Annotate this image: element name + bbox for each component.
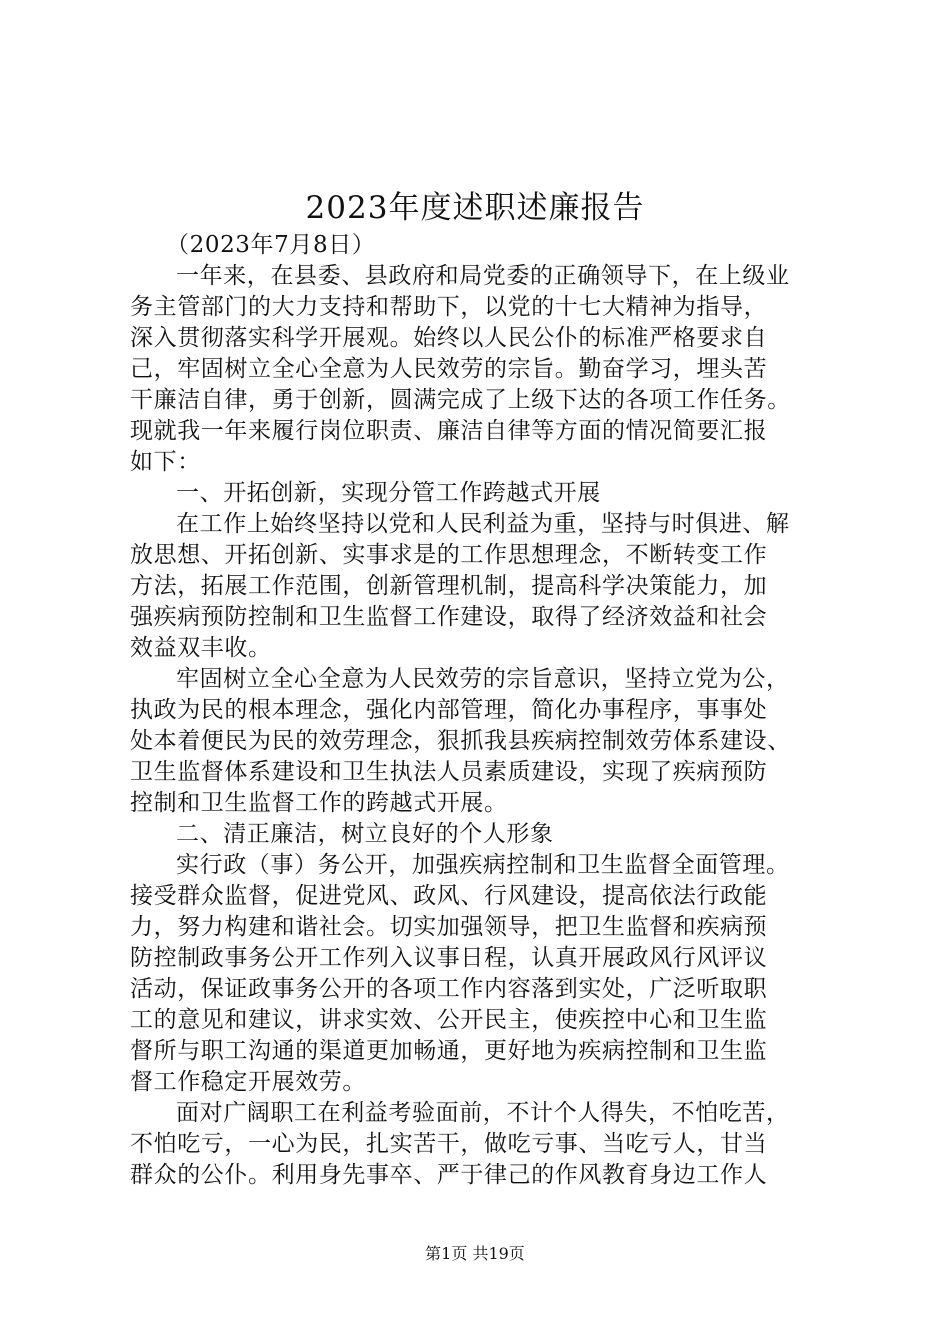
paragraph-line: 工的意见和建议，讲求实效、公开民主，使疾控中心和卫生监 <box>130 1007 768 1033</box>
paragraph-line: 处本着便民为民的效劳理念，狠抓我县疾病控制效劳体系建设、 <box>130 728 791 754</box>
paragraph-line: 一年来，在县委、县政府和局党委的正确领导下，在上级业 <box>176 263 790 289</box>
paragraph-line: 力，努力构建和谐社会。切实加强领导，把卫生监督和疾病预 <box>130 914 768 940</box>
paragraph-line: 控制和卫生监督工作的跨越式开展。 <box>130 790 508 816</box>
paragraph-line: 实行政（事）务公开，加强疾病控制和卫生监督全面管理。 <box>176 852 790 878</box>
report-date: （2023年7月8日） <box>166 232 376 258</box>
paragraph-line: 现就我一年来履行岗位职责、廉洁自律等方面的情况简要汇报 <box>130 418 768 444</box>
paragraph-line: 干廉洁自律，勇于创新，圆满完成了上级下达的各项工作任务。 <box>130 387 791 413</box>
paragraph-line: 牢固树立全心全意为人民效劳的宗旨意识，坚持立党为公， <box>176 666 790 692</box>
paragraph-line: 接受群众监督，促进党风、政风、行风建设，提高依法行政能 <box>130 883 768 909</box>
paragraph-line: 深入贯彻落实科学开展观。始终以人民公仆的标准严格要求自 <box>130 325 768 351</box>
paragraph-line: 卫生监督体系建设和卫生执法人员素质建设，实现了疾病预防 <box>130 759 768 785</box>
paragraph-line: 督所与职工沟通的渠道更加畅通，更好地为疾病控制和卫生监 <box>130 1038 768 1064</box>
paragraph-line: 执政为民的根本理念，强化内部管理，简化办事程序，事事处 <box>130 697 768 723</box>
paragraph-line: 面对广阔职工在利益考验面前，不计个人得失，不怕吃苦， <box>176 1100 790 1126</box>
document-title: 2023年度述职述廉报告 <box>305 190 645 226</box>
paragraph-line: 如下： <box>130 449 201 475</box>
paragraph-line: 放思想、开拓创新、实事求是的工作思想理念，不断转变工作 <box>130 542 768 568</box>
paragraph-line: 活动，保证政事务公开的各项工作内容落到实处，广泛听取职 <box>130 976 768 1002</box>
section-heading: 二、清正廉洁，树立良好的个人形象 <box>176 821 554 847</box>
paragraph-line: 强疾病预防控制和卫生监督工作建设，取得了经济效益和社会 <box>130 604 768 630</box>
document-body <box>130 230 832 1191</box>
section-heading: 一、开拓创新，实现分管工作跨越式开展 <box>176 480 601 506</box>
paragraph-line: 防控制政事务公开工作列入议事日程，认真开展政风行风评议 <box>130 945 768 971</box>
paragraph-line: 务主管部门的大力支持和帮助下，以党的十七大精神为指导， <box>130 294 768 320</box>
paragraph-line: 在工作上始终坚持以党和人民利益为重，坚持与时俱进、解 <box>176 511 790 537</box>
paragraph-line: 方法，拓展工作范围，创新管理机制，提高科学决策能力，加 <box>130 573 768 599</box>
page-number-footer: 第1页 共19页 <box>425 1244 525 1263</box>
paragraph-line: 效益双丰收。 <box>130 635 272 661</box>
paragraph-line: 己，牢固树立全心全意为人民效劳的宗旨。勤奋学习，埋头苦 <box>130 356 768 382</box>
paragraph-line: 不怕吃亏，一心为民，扎实苦干，做吃亏事、当吃亏人，甘当 <box>130 1131 768 1157</box>
paragraph-line: 督工作稳定开展效劳。 <box>130 1069 366 1095</box>
paragraph-line: 群众的公仆。利用身先事卒、严于律己的作风教育身边工作人 <box>130 1162 768 1188</box>
